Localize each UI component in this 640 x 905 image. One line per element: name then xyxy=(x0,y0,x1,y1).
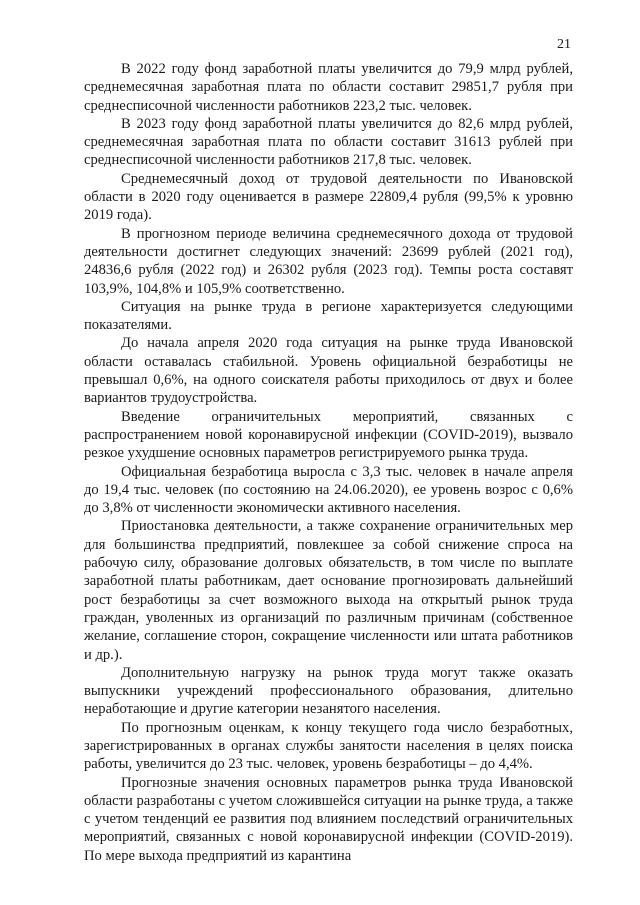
page-number: 21 xyxy=(557,37,571,52)
paragraph-income-forecast: В прогнозном периоде величина среднемесячного дохода от трудовой деятельности достигнет следующих значений: 23699 рублей (2021 год), 24836,6 рубля (2022 год) и 26302 рубля (2023 год). Темпы роста составят 103,9%, 104,8% и 105,9% соответственно. xyxy=(84,225,573,297)
paragraph-covid-restrictions: Введение ограничительных мероприятий, связанных с распространением новой коронавирусной инфекции (COVID-2019), вызвало резкое ухудшение основных параметров регистрируемого рынка труда. xyxy=(84,408,573,462)
paragraph-income-2020: Среднемесячный доход от трудовой деятельности по Ивановской области в 2020 году оценивается в размере 22809,4 рубля (99,5% к уровню 2019 года). xyxy=(84,170,573,224)
paragraph-pre-april-situation: До начала апреля 2020 года ситуация на рынке труда Ивановской области оставалась стабильной. Уровень официальной безработицы не превышал 0,6%, на одного соискателя работы приходилось от двух и более вариантов трудоустройства. xyxy=(84,335,573,407)
paragraph-additional-load: Дополнительную нагрузку на рынок труда могут также оказать выпускники учреждений профессионального образования, длительно неработающие и другие категории незанятого населения. xyxy=(84,664,573,718)
paragraph-official-unemployment: Официальная безработица выросла с 3,3 тыс. человек в начале апреля до 19,4 тыс. человек (по состоянию на 24.06.2020), ее уровень возрос с 0,6% до 3,8% от численности экономически активного населения. xyxy=(84,463,573,517)
paragraph-forecast-unemployed: По прогнозным оценкам, к концу текущего года число безработных, зарегистрированных в органах службы занятости населения в целях поиска работы, увеличится до 23 тыс. человек, уровень безработицы – до 4,4%. xyxy=(84,719,573,773)
body-text xyxy=(84,60,573,865)
paragraph-forecast-parameters: Прогнозные значения основных параметров рынка труда Ивановской области разработаны с учетом сложившейся ситуации на рынке труда, а также с учетом тенденций ее развития под влиянием последствий ограничительных мероприятий, связанных с новой коронавирусной инфекции (COVID-2019). По мере выхода предприятий из карантина xyxy=(84,774,573,864)
paragraph-payroll-2023: В 2023 году фонд заработной платы увеличится до 82,6 млрд рублей, среднемесячная заработная плата по области составит 31613 рублей при среднесписочной численности работников 217,8 тыс. человек. xyxy=(84,115,573,169)
paragraph-labor-market-intro: Ситуация на рынке труда в регионе характеризуется следующими показателями. xyxy=(84,298,573,334)
paragraph-suspension-effects: Приостановка деятельности, а также сохранение ограничительных мер для большинства предприятий, повлекшее за собой снижение спроса на рабочую силу, образование долговых обязательств, в том числе по выплате заработной платы работникам, дает основание прогнозировать дальнейший рост безработицы за счет возможного выхода на открытый рынок труда граждан, уволенных из организаций по различным причинам (собственное желание, соглашение сторон, сокращение численности или штата работников и др.). xyxy=(84,518,573,663)
paragraph-payroll-2022: В 2022 году фонд заработной платы увеличится до 79,9 млрд рублей, среднемесячная заработная плата по области составит 29851,7 рубля при среднесписочной численности работников 223,2 тыс. человек. xyxy=(84,61,573,114)
